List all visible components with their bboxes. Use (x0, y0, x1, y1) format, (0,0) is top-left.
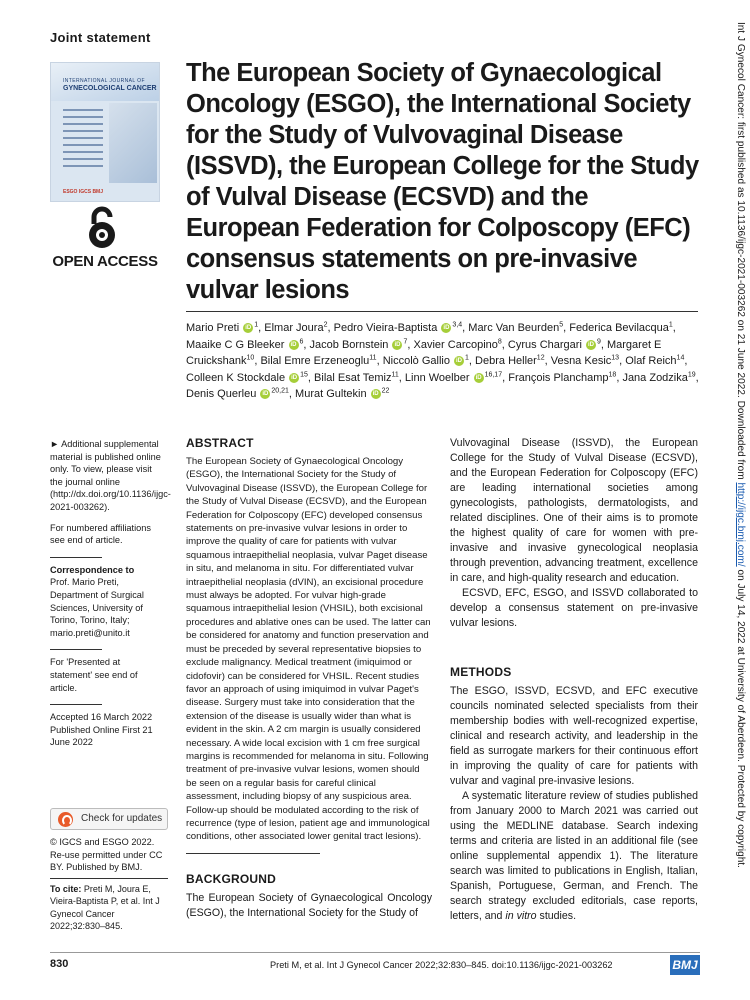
author-affiliation: 20,21 (271, 387, 289, 395)
author[interactable] (310, 339, 408, 351)
orcid-icon[interactable]: iD (291, 374, 298, 381)
author-affiliation: 7 (403, 337, 408, 345)
download-note (732, 22, 748, 1000)
author[interactable] (569, 322, 673, 334)
background-heading: BACKGROUND (186, 871, 276, 886)
author-name: Bilal Esat Temiz (314, 371, 392, 384)
author-name: Jana Zodzika (622, 371, 688, 384)
copyright-note: © IGCS and ESGO 2022. Re-use permitted under CC BY. Published by BMJ. (50, 837, 163, 873)
author[interactable] (264, 322, 327, 334)
author-name: Elmar Joura (264, 322, 324, 334)
author-name: Vesna Kesic (550, 355, 612, 367)
cover-journal-name: GYNECOLOGICAL CANCER (63, 85, 157, 92)
orcid-icon[interactable]: iD (245, 325, 252, 332)
cite-text: Preti M, Joura E, Vieira-Baptista P, et al. Int J Gynecol Cancer 2022;32:830–845. (50, 884, 160, 932)
cite-label: To cite: (50, 884, 82, 894)
author[interactable] (186, 322, 258, 334)
article-title: The European Society of Gynaecological Oncology (ESGO), the International Society for the Study of Vulvovaginal Disease (ISSVD), the European College for the Study of Vulval Disease (ECSVD) and the European Federation for Colposcopy (EFC) consensus statements on pre-invasive vulvar lesions (186, 59, 699, 304)
author-affiliation: 1 (668, 321, 673, 329)
author[interactable] (622, 372, 695, 384)
author-affiliation: 8 (497, 337, 502, 345)
orcid-icon[interactable]: iD (394, 341, 401, 348)
author[interactable] (468, 322, 563, 334)
author-affiliation: 2 (323, 321, 328, 329)
open-access-label: OPEN ACCESS (52, 253, 158, 270)
article-sidebar (50, 438, 171, 749)
orcid-icon[interactable]: iD (587, 341, 594, 348)
author-affiliation: 11 (369, 354, 377, 362)
correspondence-heading: Correspondence to (50, 564, 135, 575)
cite-box (50, 878, 168, 933)
sidebar-divider (50, 704, 102, 705)
author-affiliation: 19 (687, 370, 696, 378)
author[interactable] (260, 355, 376, 367)
author-name: Xavier Carcopino (413, 338, 498, 351)
cover-journal-small: INTERNATIONAL JOURNAL OF (63, 78, 145, 84)
abstract-heading: ABSTRACT (186, 436, 254, 450)
author-name: Margaret E Cruickshank (186, 338, 662, 367)
author[interactable] (334, 322, 463, 334)
author-affiliation: 10 (246, 354, 255, 362)
author-name: Olaf Reich (625, 355, 677, 367)
author-affiliation: 12 (536, 354, 545, 362)
author-affiliation: 13 (611, 354, 620, 362)
author-name: Linn Woelber (404, 371, 470, 384)
author[interactable] (551, 355, 619, 367)
title-divider (186, 311, 698, 312)
author[interactable] (508, 339, 601, 351)
sidebar-divider (50, 649, 102, 650)
open-access-lock-icon (84, 206, 120, 250)
background-text-start: The European Society of Gynaecological Oncology (ESGO), the International Society for the Study of (186, 891, 432, 919)
author-affiliation: 15 (300, 370, 308, 378)
author-name: Murat Gultekin (295, 388, 367, 400)
author-name: Debra Heller (475, 355, 537, 367)
author-name: Jacob Bornstein (309, 338, 389, 351)
author-affiliation: 1 (254, 321, 259, 329)
author-affiliation: 22 (381, 387, 390, 395)
background-text-p2: ECSVD, EFC, ESGO, and ISSVD collaborated to develop a consensus statement on pre-invasive vulvar lesions. (450, 587, 698, 629)
methods-heading: METHODS (450, 665, 512, 679)
download-note-after: on July 14, 2022 at University of Aberdeen. Protected by copyright. (735, 566, 746, 868)
author[interactable] (295, 388, 389, 400)
left-column (186, 436, 432, 921)
accepted-date: Accepted 16 March 2022 (50, 712, 153, 723)
author-affiliation: 11 (391, 370, 399, 378)
author[interactable] (625, 355, 684, 367)
author-name: Niccolò Gallio (382, 355, 450, 367)
journal-cover-image[interactable] (50, 62, 160, 202)
journal-link[interactable]: http://ijgc.bmj.com/ (735, 482, 746, 567)
author-name: Maaike C G Bleeker (186, 338, 285, 351)
author-name: Bilal Emre Erzeneoglu (260, 355, 370, 367)
orcid-icon[interactable]: iD (290, 341, 297, 348)
author-name: François Planchamp (508, 371, 609, 384)
orcid-icon[interactable]: iD (262, 391, 269, 398)
author[interactable] (405, 372, 502, 384)
check-for-updates-label: Check for updates (81, 813, 163, 824)
author-name: Cyrus Chargari (507, 338, 582, 351)
sidebar-divider (50, 557, 102, 558)
author-name: Denis Querleu (186, 388, 257, 400)
cover-logos: ESGO IGCS BMJ (63, 189, 104, 195)
author[interactable] (414, 339, 502, 351)
published-date: Published Online First 21 June 2022 (50, 724, 153, 748)
refresh-icon (58, 812, 73, 827)
author[interactable] (186, 372, 308, 384)
author[interactable] (186, 339, 303, 351)
check-for-updates-button[interactable] (50, 808, 168, 830)
author-name: Federica Bevilacqua (569, 322, 669, 334)
author[interactable] (186, 388, 289, 400)
cover-figure (109, 103, 157, 183)
abstract-text: The European Society of Gynaecological Oncology (ESGO), the International Society for the Study of Vulvovaginal Disease (ISSVD), the European College for the Study of Vulval Disease (ECSVD), and the European Federation for Colposcopy (EFC) developed consensus statements on pre-invasive vulvar lesions in order to improve the quality of care for patients with vulvar squamous intraepithelial neoplasia, vulvar Paget disease in situ, and melanoma in situ. For differentiated vulvar intraepithelial neoplasia (dVIN), an excisional procedure must always be adopted. For vulvar high-grade squamous intraepithelial lesion (VHSIL), both excisional procedures and ablative ones can be used. The latter can be considered for anatomy and function preservation and must be preceded by several representative biopsies to exclude malignancy. Medical treatment (imiquimod or cidofovir) can be considered for VHSIL. Recent studies favor an approach of using imiquimod in vulvar Paget's disease. Surgery must take into consideration that the extension of the disease is usually wider than what is evident in the skin. A 2 cm margin is usually considered necessary. A wide local excision with 1 cm free surgical margins is recommended for melanoma in situ. Following treatment of pre-invasive vulvar lesions, women should be seen on a regular basis for careful clinical assessment, including biopsy of any suspicious area. Follow-up should be modulated according to the risk of recurrence (type of lesion, patient age and immunological conditions, other associated lower genital tract lesions). (186, 456, 431, 843)
supplemental-note[interactable]: ► Additional supplemental material is published online only. To view, please visit the journal online (http://dx.doi.org/10.1136/ijgc-2021-003262). (50, 439, 171, 512)
author-affiliation: 1 (465, 354, 469, 362)
author-affiliation: 14 (676, 354, 685, 362)
affiliations-note: For numbered affiliations see end of article. (50, 522, 151, 546)
abstract-divider (186, 853, 320, 854)
author-name: Marc Van Beurden (468, 322, 560, 334)
author-affiliation: 9 (596, 337, 601, 345)
methods-p2-end: studies. (539, 910, 577, 922)
author-name: Mario Preti (186, 322, 240, 334)
background-text-cont: Vulvovaginal Disease (ISSVD), the European College for the Study of Vulval Disease (ECSVD), and the European Federation for Colposcopy (EFC) are leading international societies among gynecologists, pathologists, dermatologists, and related disciplines. One of their aims is to promote the highest quality of care for women with pre-invasive and invasive gynecological neoplasia through prevention, advancing treatment, excellence in care, and high-quality research and education. (450, 437, 698, 584)
page-number: 830 (50, 958, 69, 970)
author-affiliation: 3,4 (452, 321, 463, 329)
bmj-logo[interactable]: BMJ (670, 955, 700, 975)
author-affiliation: 6 (299, 337, 304, 345)
download-note-before: Int J Gynecol Cancer: first published as 10.1136/ijgc-2021-003262 on 21 June 2022. Downloaded from (735, 22, 746, 483)
author[interactable] (508, 372, 616, 384)
author-affiliation: 16,17 (484, 370, 503, 378)
author-name: Colleen K Stockdale (186, 371, 286, 384)
correspondence-text[interactable]: Prof. Mario Preti, Department of Surgical Sciences, University of Torino, Torino, Italy; mario.preti@unito.it (50, 577, 144, 638)
orcid-icon[interactable]: iD (475, 374, 482, 381)
author-affiliation: 5 (559, 321, 564, 329)
methods-p2-italic: in vitro (505, 910, 537, 922)
methods-p1: The ESGO, ISSVD, ECSVD, and EFC executive councils nominated selected specialists from their membership bodies with well-recognized expertise, clinical and research activity, and leadership in the field as surrogate markers for their continuous effort in improving the quality of care for patients with vulvar and vaginal pre-invasive lesions. (450, 685, 698, 787)
author-name: Pedro Vieira-Baptista (333, 322, 438, 334)
orcid-icon[interactable]: iD (456, 358, 463, 365)
author-list: Mario Preti iD $^1$, Elmar Joura$^2$, Pedro Vieira-Baptista iD $^{3,4}$, Marc Van Beurden$^5$, Federica Bevilacqua$^1$, Maaike C G Bleeker iD $^6$, Jacob Bornstein iD $^7$, Xavier Carcopino$^8$, Cyrus Chargari iD $^9$, Margaret E Cruickshank$^{10}$, Bilal Emre Erzeneoglu$^{11}$, Niccolò Gallio iD $^1$, Debra Heller$^{12}$, Vesna Kesic$^{13}$, Olaf Reich$^{14}$, Colleen K Stockdale iD $^{15}$, Bilal Esat Temiz$^{11}$, Linn Woelber iD $^{16,17}$, François Planchamp$^{18}$, Jana Zodzika$^{19}$, Denis Querleu iD $^{20,21}$, Murat Gultekin iD $^{22}$ (186, 321, 699, 400)
footer-citation: Preti M, et al. Int J Gynecol Cancer 2022;32:830–845. doi:10.1136/ijgc-2021-003262 (270, 960, 613, 970)
methods-p2-text: A systematic literature review of studies published from January 2000 to March 2021 was carried out using the MEDLINE database. Search indexing terms and criteria are listed in an additional file (see online supplemental appendix 1). The literature search was limited to publications in English, Italian, Spanish, Portuguese, German, and French. The search strategy excluded editorials, case reports, letters, and (450, 790, 698, 922)
orcid-icon[interactable]: iD (443, 325, 450, 332)
cover-contents-lines (63, 109, 103, 172)
right-column (450, 436, 698, 924)
methods-p2 (450, 789, 698, 924)
footer-divider (50, 952, 700, 953)
author[interactable] (475, 355, 545, 367)
author[interactable] (383, 355, 469, 367)
author-affiliation: 18 (608, 370, 617, 378)
presented-note: For 'Presented at statement' see end of article. (50, 657, 138, 693)
orcid-icon[interactable]: iD (372, 391, 379, 398)
section-label: Joint statement (50, 30, 151, 45)
author[interactable] (314, 372, 399, 384)
